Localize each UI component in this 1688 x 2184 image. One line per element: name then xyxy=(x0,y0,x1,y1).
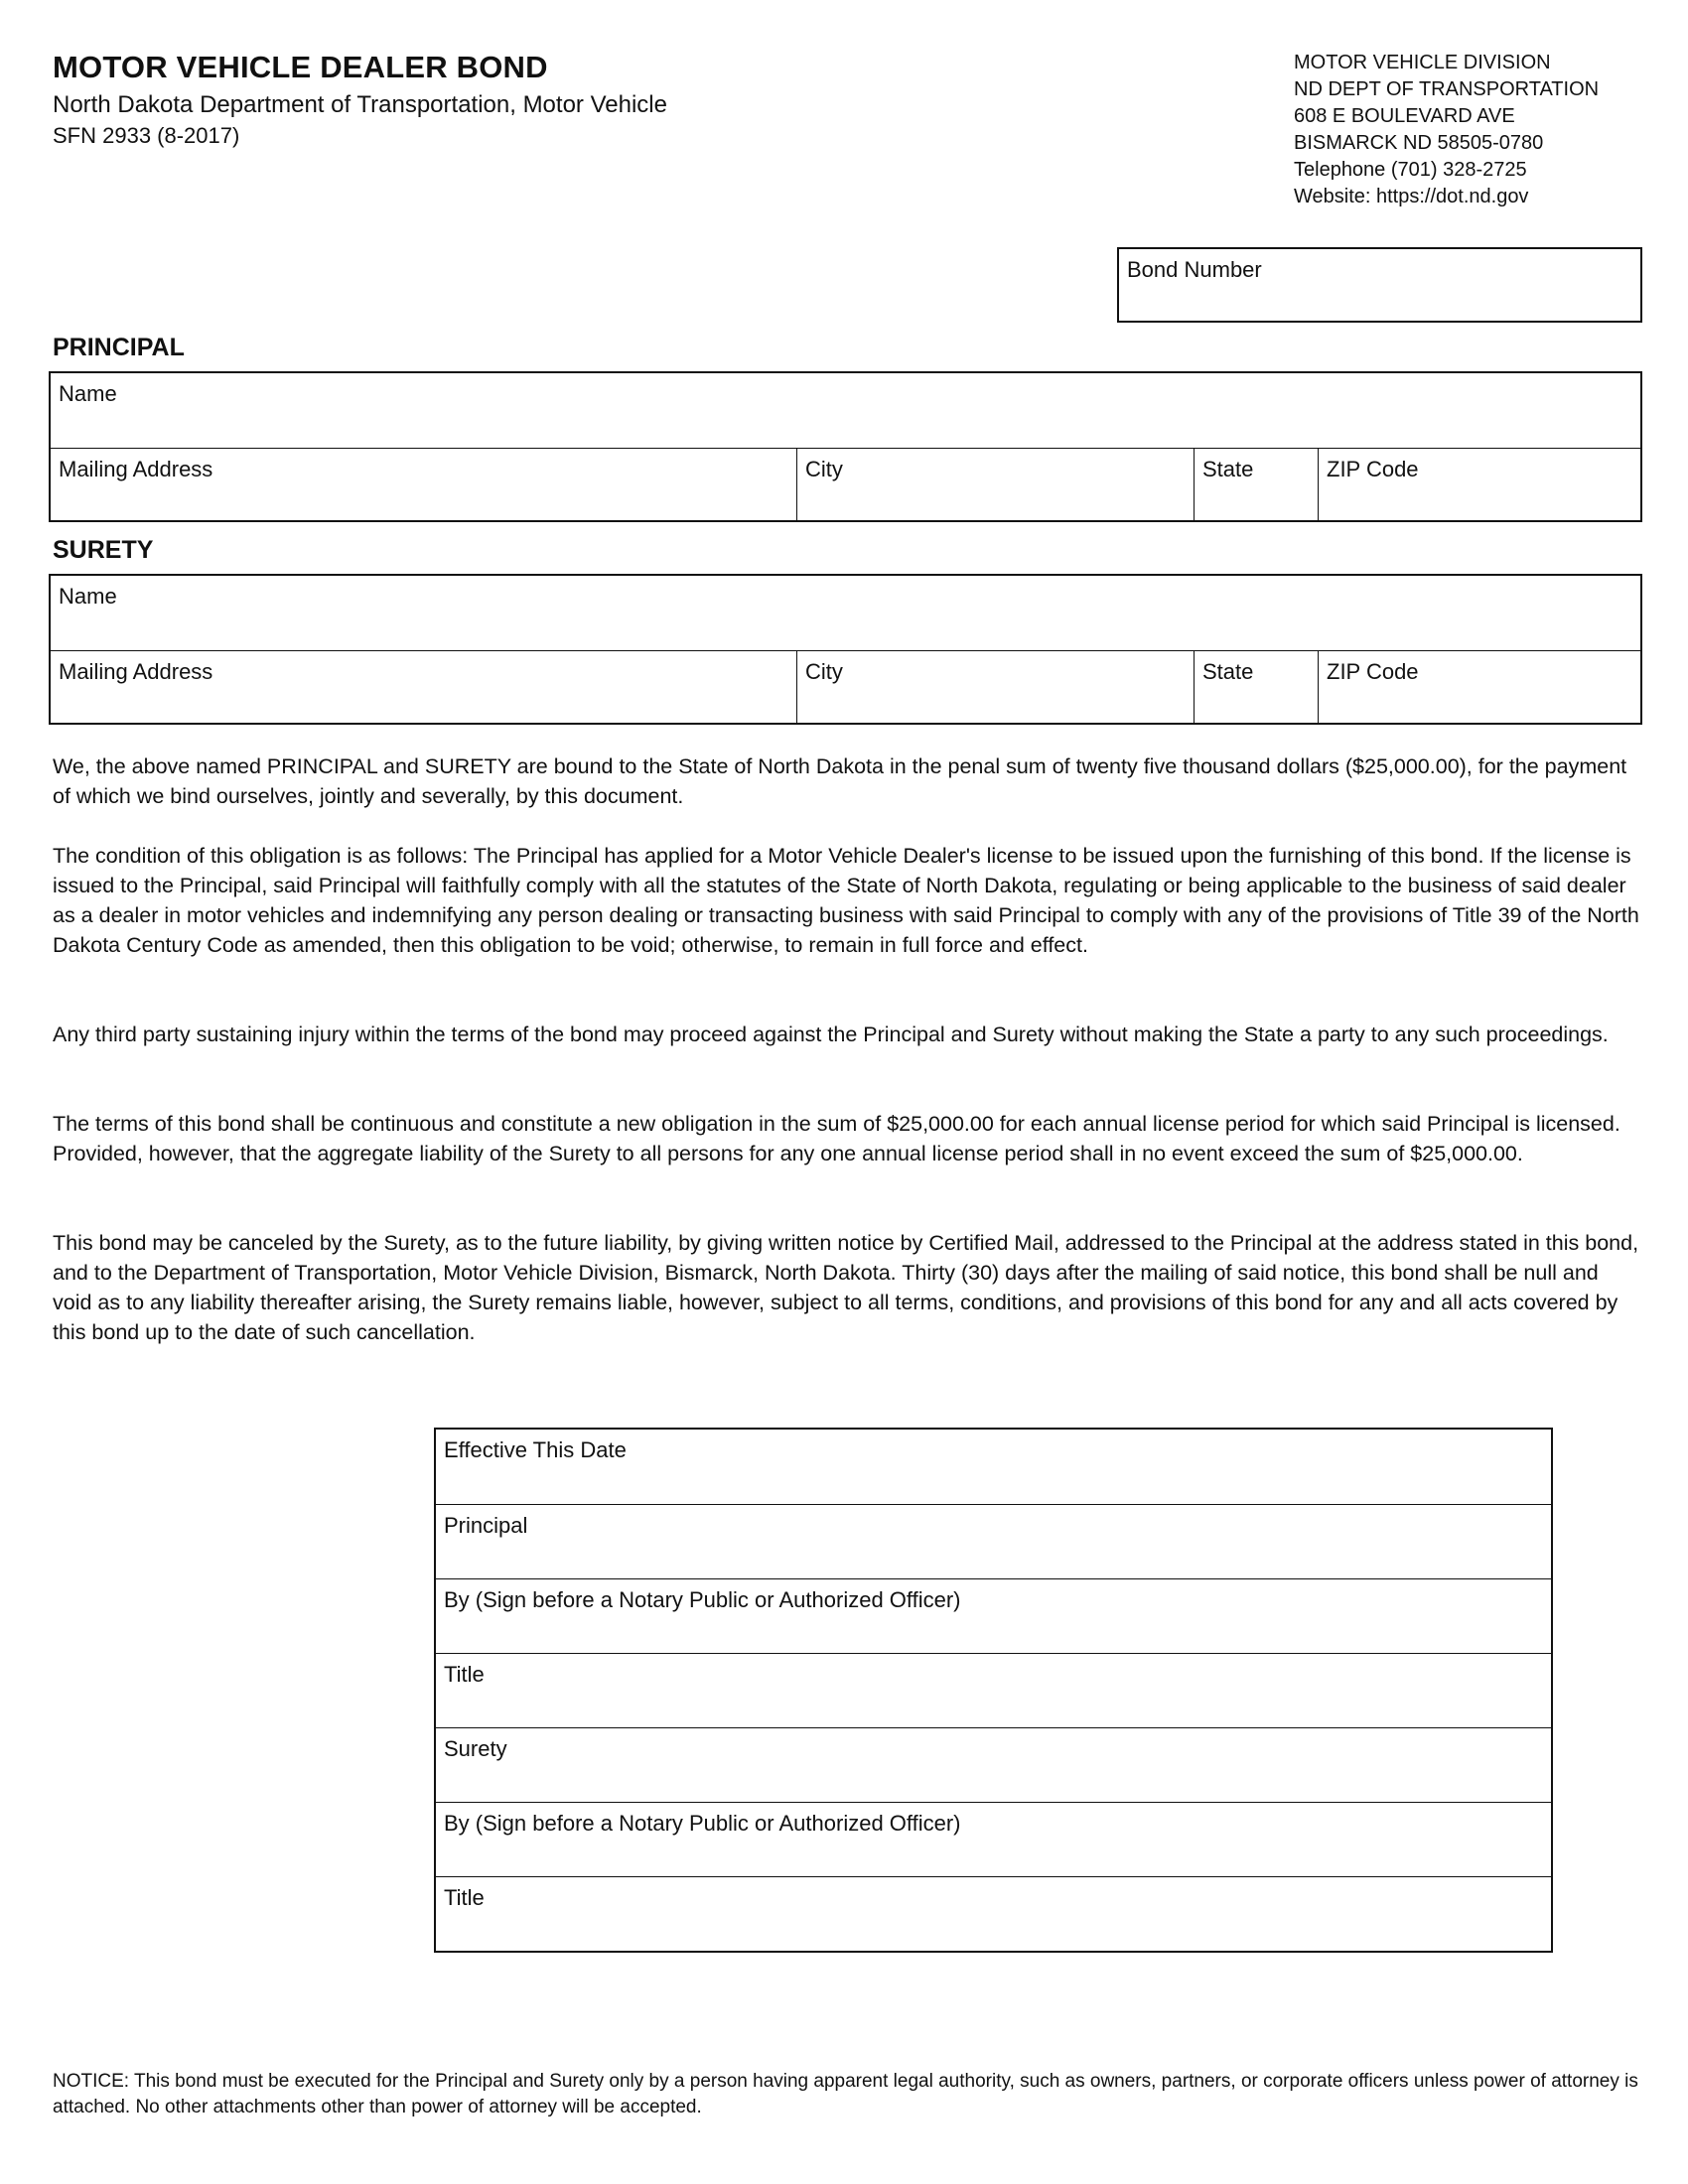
principal-title-field[interactable] xyxy=(436,1653,1551,1727)
principal-name-label: Name xyxy=(59,381,117,406)
agency-line: 608 E BOULEVARD AVE xyxy=(1294,105,1515,127)
principal-signature-name-field[interactable] xyxy=(436,1504,1551,1578)
agency-line: ND DEPT OF TRANSPORTATION xyxy=(1294,78,1600,100)
surety-mailing-address-field[interactable] xyxy=(51,651,796,723)
mailing-address-label: Mailing Address xyxy=(59,659,213,684)
surety-address-row xyxy=(51,650,1640,723)
form-title: MOTOR VEHICLE DEALER BOND xyxy=(53,50,548,84)
city-label: City xyxy=(805,457,843,481)
principal-city-field[interactable] xyxy=(796,449,1194,520)
principal-address-row xyxy=(51,448,1640,520)
principal-by-signature-field[interactable] xyxy=(436,1578,1551,1653)
city-label: City xyxy=(805,659,843,684)
surety-zip-field[interactable] xyxy=(1318,651,1640,723)
agency-line: Telephone (701) 328-2725 xyxy=(1294,159,1527,181)
surety-by-label: By (Sign before a Notary Public or Authorized Officer) xyxy=(444,1811,961,1836)
agency-line: MOTOR VEHICLE DIVISION xyxy=(1294,52,1551,73)
bond-paragraph-3: Any third party sustaining injury within the terms of the bond may proceed against the Principal and Surety without making the State a party to any such proceedings. xyxy=(53,1023,1609,1046)
principal-heading: PRINCIPAL xyxy=(53,334,185,361)
agency-line: Website: https://dot.nd.gov xyxy=(1294,186,1529,207)
bond-paragraph-2: The condition of this obligation is as follows: The Principal has applied for a Motor Vehicle Dealer's license to be issued upon the furnishing of this bond. If the license is issued to the Principal, said Principal will faithfully comply with all the statutes of the State of North Dakota, regulating or being applicable to the business of said dealer as a dealer in motor vehicles and indemnifying any person dealing or transacting business with said Principal to comply with any of the provisions of Title 39 of the North Dakota Century Code as amended, then this obligation to be void; otherwise, to remain in full force and effect. xyxy=(53,844,1639,957)
state-label: State xyxy=(1202,659,1254,684)
bond-paragraph-5: This bond may be canceled by the Surety, as to the future liability, by giving written notice by Certified Mail, addressed to the Principal at the address stated in this bond, and to the Department of Transportation, Motor Vehicle Division, Bismarck, North Dakota. Thirty (30) days after the mailing of said notice, this bond shall be null and void as to any liability thereafter arising, the Surety remains liable, however, subject to all terms, conditions, and provisions of this bond for any and all acts covered by this bond up to the date of such cancellation. xyxy=(53,1231,1639,1344)
principal-table xyxy=(49,371,1642,522)
surety-city-field[interactable] xyxy=(796,651,1194,723)
surety-name-label: Name xyxy=(59,584,117,609)
bond-paragraph-4: The terms of this bond shall be continuous and constitute a new obligation in the sum of $25,000.00 for each annual license period for which said Principal is licensed. Provided, however, that the aggregate liability of the Surety to all persons for any one annual license period shall in no event exceed the sum of $25,000.00. xyxy=(53,1112,1620,1165)
agency-address-block xyxy=(1294,50,1599,210)
principal-by-label: By (Sign before a Notary Public or Authorized Officer) xyxy=(444,1587,961,1612)
surety-table xyxy=(49,574,1642,725)
principal-zip-field[interactable] xyxy=(1318,449,1640,520)
surety-title-label: Title xyxy=(444,1885,485,1910)
surety-state-field[interactable] xyxy=(1194,651,1318,723)
zip-label: ZIP Code xyxy=(1327,457,1419,481)
form-subtitle: North Dakota Department of Transportation, Motor Vehicle xyxy=(53,91,667,118)
effective-date-field[interactable] xyxy=(436,1430,1551,1504)
state-label: State xyxy=(1202,457,1254,481)
bond-number-field[interactable] xyxy=(1117,247,1642,323)
agency-line: BISMARCK ND 58505-0780 xyxy=(1294,132,1544,154)
notice-text: NOTICE: This bond must be executed for the Principal and Surety only by a person having apparent legal authority, such as owners, partners, or corporate officers unless power of attorney is attached. No other attachments other than power of attorney will be accepted. xyxy=(53,2071,1638,2117)
principal-label: Principal xyxy=(444,1513,528,1538)
form-number: SFN 2933 (8-2017) xyxy=(53,123,240,148)
bond-number-label: Bond Number xyxy=(1127,257,1262,282)
principal-title-label: Title xyxy=(444,1662,485,1687)
surety-title-field[interactable] xyxy=(436,1876,1551,1951)
principal-state-field[interactable] xyxy=(1194,449,1318,520)
principal-mailing-address-field[interactable] xyxy=(51,449,796,520)
surety-name-field[interactable] xyxy=(51,576,1640,650)
surety-signature-name-field[interactable] xyxy=(436,1727,1551,1802)
principal-name-field[interactable] xyxy=(51,373,1640,448)
mailing-address-label: Mailing Address xyxy=(59,457,213,481)
surety-label: Surety xyxy=(444,1736,507,1761)
effective-date-label: Effective This Date xyxy=(444,1437,627,1462)
surety-by-signature-field[interactable] xyxy=(436,1802,1551,1876)
surety-heading: SURETY xyxy=(53,536,154,564)
bond-paragraph-1: We, the above named PRINCIPAL and SURETY are bound to the State of North Dakota in the penal sum of twenty five thousand dollars ($25,000.00), for the payment of which we bind ourselves, jointly and severally, by this document. xyxy=(53,754,1627,808)
zip-label: ZIP Code xyxy=(1327,659,1419,684)
signature-table xyxy=(434,1428,1553,1953)
